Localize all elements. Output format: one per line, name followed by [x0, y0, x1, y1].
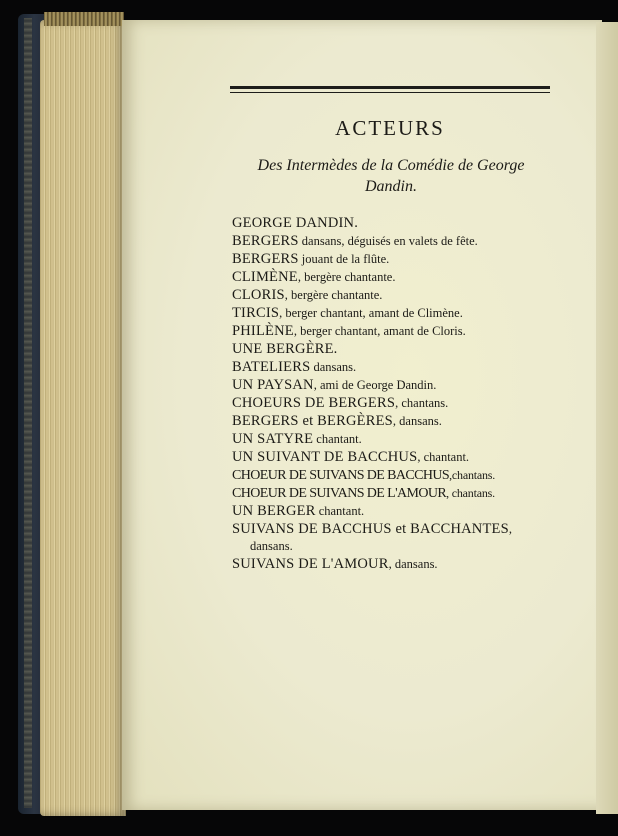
page-edges-top — [44, 12, 124, 26]
cast-role: GEORGE DANDIN. — [232, 215, 359, 231]
cast-entry — [232, 250, 562, 268]
cast-desc: , chantans. — [446, 486, 495, 500]
cast-desc: dansans. — [310, 360, 357, 374]
cast-entry — [232, 214, 562, 232]
cast-role: CHOEUR DE SUIVANS DE BACCHUS — [232, 468, 450, 483]
cast-desc: ,chantans. — [449, 468, 496, 482]
cast-desc: chantant. — [313, 432, 362, 446]
cast-role: CLIMÈNE — [232, 269, 298, 285]
page-subtitle — [230, 155, 552, 197]
cast-entry — [232, 358, 562, 376]
cast-entry — [232, 555, 562, 573]
cast-entry — [232, 484, 562, 502]
page-edges — [40, 20, 126, 816]
cast-desc: , berger chantant, amant de Climène. — [279, 306, 463, 320]
cast-desc: , dansans. — [392, 414, 442, 428]
cast-desc: , ami de George Dandin. — [313, 378, 437, 392]
page-title: ACTEURS — [335, 116, 445, 140]
cast-desc: , dansans. — [388, 557, 438, 571]
cast-role: TIRCIS — [232, 305, 280, 321]
cast-desc: , berger chantant, amant de Cloris. — [293, 324, 466, 338]
subtitle-line: Dandin. — [365, 178, 417, 195]
subtitle-line: Des Intermèdes de la Comédie de George — [257, 157, 525, 174]
cast-desc: , chantant. — [417, 450, 470, 464]
adjacent-page — [596, 22, 618, 814]
cast-entry — [232, 286, 562, 304]
cover-edge — [24, 18, 32, 808]
cast-entry — [232, 448, 562, 466]
cast-entry-continuation — [232, 538, 562, 555]
cast-role: BATELIERS — [232, 359, 311, 375]
cast-role: CHOEUR DE SUIVANS DE L'AMOUR — [232, 486, 447, 501]
header-rule-thin — [230, 92, 550, 93]
cast-list — [232, 214, 562, 573]
cast-role: UN SATYRE — [232, 431, 314, 447]
cast-entry — [232, 376, 562, 394]
cast-desc: , chantans. — [395, 396, 449, 410]
cast-role: BERGERS et BERGÈRES — [232, 413, 393, 429]
cast-role: UN PAYSAN — [232, 377, 314, 393]
cast-role: UN BERGER — [232, 503, 316, 519]
cast-entry — [232, 232, 562, 250]
cast-entry — [232, 412, 562, 430]
cast-role: UN SUIVANT DE BACCHUS — [232, 449, 418, 465]
cast-desc: , bergère chantante. — [297, 270, 396, 284]
cast-entry — [232, 520, 562, 538]
cast-desc: dansans. — [250, 539, 293, 553]
cast-role: BERGERS — [232, 233, 299, 249]
cast-desc: chantant. — [315, 504, 365, 518]
cast-entry — [232, 394, 562, 412]
cast-desc: jouant de la flûte. — [298, 252, 390, 266]
cast-desc: , — [508, 522, 512, 536]
cast-desc: , bergère chantante. — [284, 288, 383, 302]
cast-entry — [232, 430, 562, 448]
cast-role: CHOEURS DE BERGERS — [232, 395, 396, 411]
cast-role: CLORIS — [232, 287, 285, 303]
cast-role: BERGERS — [232, 251, 299, 267]
cast-entry — [232, 466, 562, 484]
cast-role: SUIVANS DE BACCHUS et BACCHANTES — [232, 521, 509, 537]
cast-role: UNE BERGÈRE. — [232, 341, 338, 357]
header-rule-thick — [230, 86, 550, 89]
cast-entry — [232, 322, 562, 340]
cast-role: PHILÈNE — [232, 323, 294, 339]
cast-entry — [232, 304, 562, 322]
cast-entry — [232, 340, 562, 358]
cast-desc: dansans, déguisés en valets de fête. — [298, 234, 478, 248]
cast-entry — [232, 268, 562, 286]
cast-role: SUIVANS DE L'AMOUR — [232, 556, 389, 572]
cast-entry — [232, 502, 562, 520]
